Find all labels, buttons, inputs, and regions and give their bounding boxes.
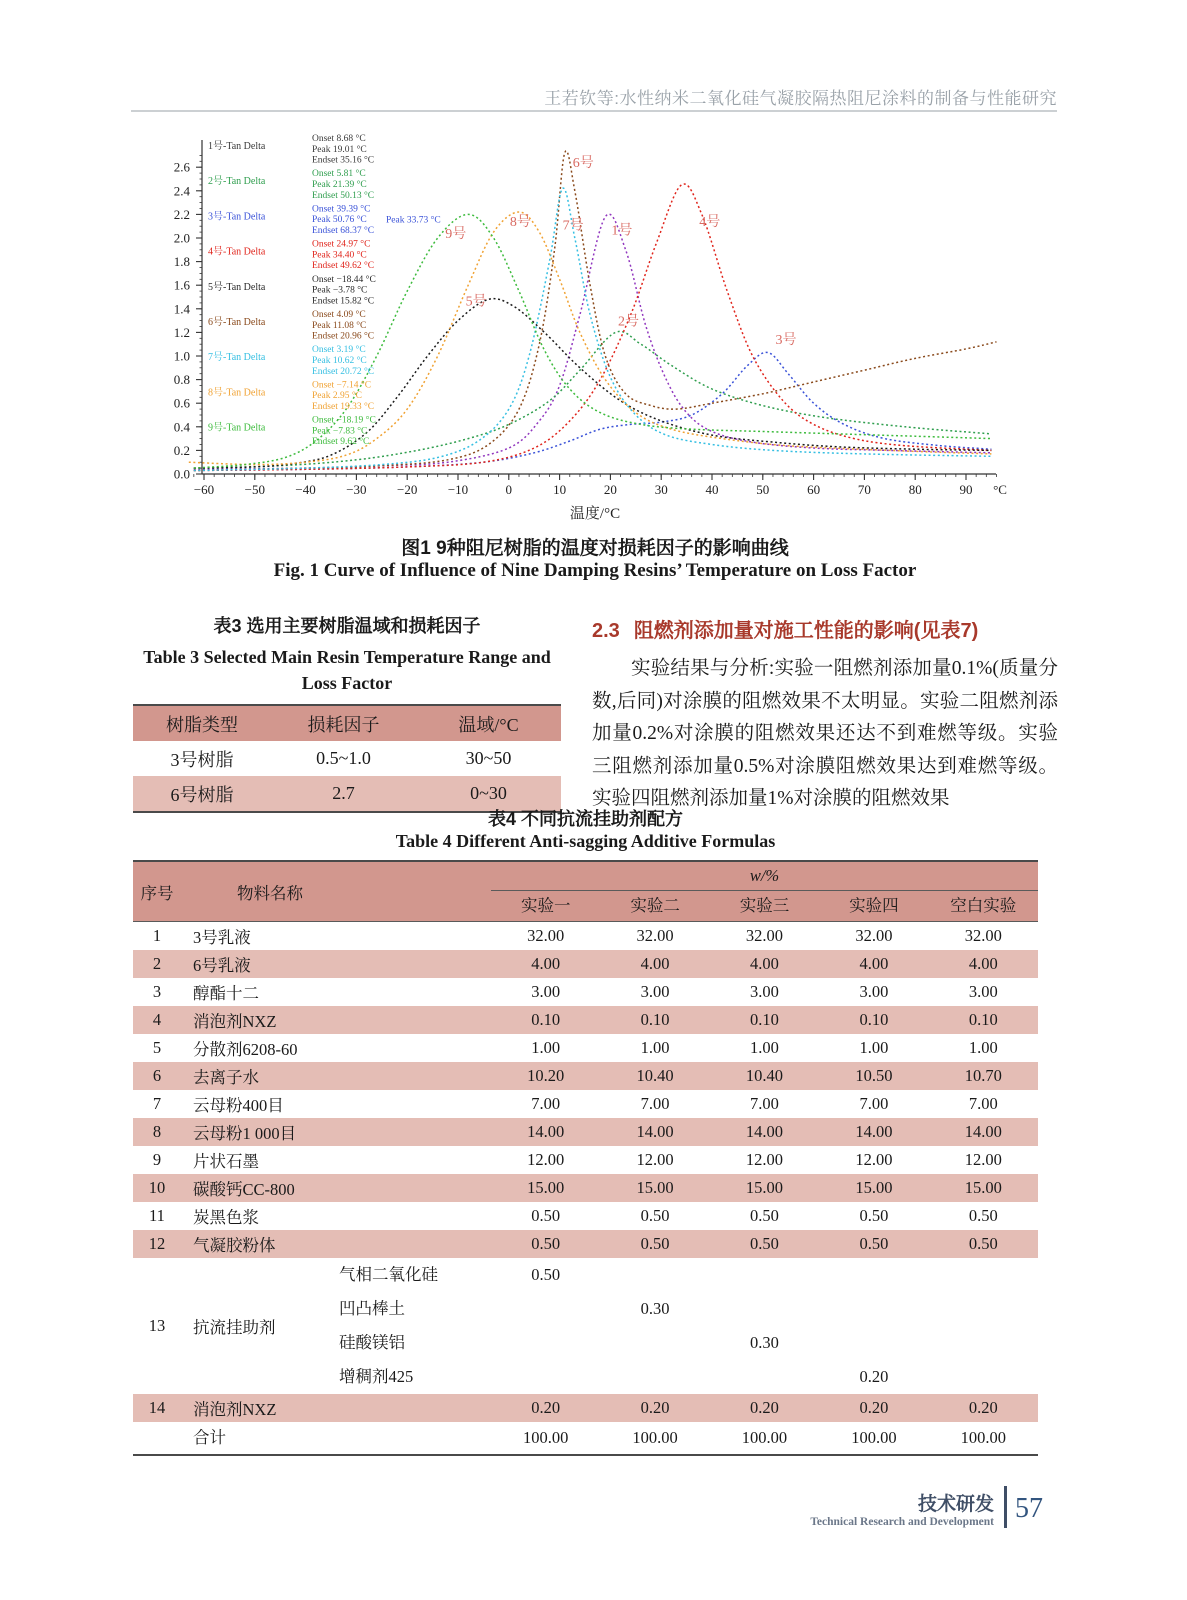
svg-text:1.4: 1.4: [173, 301, 190, 317]
table4-row: [133, 1090, 1038, 1118]
table4-value-cell: 0.20: [750, 1398, 779, 1417]
legend-label-9号: 9号-Tan Delta: [208, 422, 266, 434]
table4-name-cell: 碳酸钙CC-800: [193, 1180, 295, 1199]
table4-value-cell: 15.00: [745, 1178, 784, 1197]
svg-text:温度/°C: 温度/°C: [569, 506, 621, 522]
table4-value-cell: 1.00: [859, 1038, 889, 1057]
table4-row: [133, 1230, 1038, 1258]
svg-text:40: 40: [705, 482, 719, 497]
y-axis-ticks: [174, 155, 202, 481]
dma-tan-delta-plot: [140, 122, 1045, 527]
table4-row: [133, 1006, 1038, 1034]
right-column: [592, 612, 1058, 816]
table4-value-cell: 0.50: [750, 1234, 779, 1253]
table4-value-cell: 3.00: [750, 982, 779, 1001]
table4-value-cell: 3.00: [640, 982, 670, 1001]
table4-value-cell: 1.00: [750, 1038, 779, 1057]
chart-legend: [208, 133, 441, 447]
page-footer: [133, 1486, 1043, 1528]
table4-value-cell: 7.00: [531, 1094, 561, 1113]
curve-8号: [189, 212, 992, 465]
table4-value-cell: 100.00: [523, 1428, 569, 1447]
table4-value-cell: 1.00: [531, 1038, 561, 1057]
table4-value-cell: 15.00: [527, 1178, 565, 1197]
running-header: [133, 84, 1057, 109]
table4-value-cell: 4.00: [859, 954, 889, 973]
legend-stat: Onset −18.19 °C: [312, 415, 376, 426]
table4-name-cell: 气凝胶粉体: [193, 1236, 276, 1255]
svg-text:20: 20: [603, 482, 617, 497]
table4-caption-cn: 表4 不同抗流挂助剂配方: [487, 809, 683, 829]
section-title: 阻燃剂添加量对施工性能的影响(见表7): [633, 620, 979, 642]
table4-exp-header: 实验一: [520, 896, 571, 915]
table4-name-cell: 去离子水: [193, 1068, 259, 1087]
table4-value-cell: 3.00: [859, 982, 889, 1001]
svg-text:80: 80: [908, 482, 922, 497]
table4-name-cell: 抗流挂助剂: [193, 1318, 276, 1337]
table4-name-cell: 醇酯十二: [193, 984, 259, 1003]
peak-annotation: Peak 33.73 °C: [386, 215, 441, 226]
table4-value-cell: 10.40: [745, 1066, 784, 1085]
table4-row: [133, 1034, 1038, 1062]
table4-value-cell: 0.10: [640, 1010, 670, 1029]
table4-seq-cell: 2: [152, 954, 162, 973]
legend-stat: Peak −3.78 °C: [312, 285, 368, 296]
table4-value-cell: 0.50: [531, 1206, 561, 1225]
table4-seq-cell: 3: [152, 982, 162, 1001]
table4-value-cell: 1.00: [968, 1038, 998, 1057]
table4-value-cell: 0.50: [968, 1206, 998, 1225]
table4-value-cell: 100.00: [632, 1428, 678, 1447]
header-rule: [131, 110, 1057, 112]
table4-subname-cell: 硅酸镁铝: [339, 1333, 405, 1352]
table4-value-cell: 14.00: [745, 1122, 784, 1141]
table4-value-cell: 0.20: [640, 1398, 670, 1417]
table4-row: [133, 1202, 1038, 1230]
table3-caption-cn: 表3 选用主要树脂温域和损耗因子: [213, 616, 481, 636]
table4-seq-cell: 9: [152, 1150, 162, 1169]
legend-stat: Peak 11.08 °C: [312, 320, 367, 331]
svg-text:0.0: 0.0: [173, 466, 190, 482]
x-axis-ticks: [194, 474, 1007, 522]
table4-value-cell: 1.00: [640, 1038, 670, 1057]
table4-value-cell: 0.50: [859, 1206, 889, 1225]
table4-subname-cell: 增稠剂425: [339, 1367, 414, 1386]
table4-value-cell: 3.00: [968, 982, 998, 1001]
table4-col-seq: 序号: [140, 883, 174, 903]
legend-label-1号: 1号-Tan Delta: [208, 141, 266, 152]
table3-header-cell: 树脂类型: [166, 714, 239, 735]
svg-text:1.6: 1.6: [173, 277, 190, 293]
svg-text:1.0: 1.0: [173, 348, 190, 364]
curve-label-3号: 3号: [775, 333, 797, 349]
legend-stat: Endset 19.33 °C: [312, 402, 375, 412]
table4-value-cell: 0.50: [859, 1234, 889, 1253]
curve-label-6号: 6号: [572, 156, 594, 172]
table4-value-cell: 7.00: [859, 1094, 889, 1113]
svg-text:2.2: 2.2: [173, 206, 190, 222]
table4-value-cell: 0.20: [531, 1398, 561, 1417]
table4-value-cell: 14.00: [964, 1122, 1002, 1141]
section-heading: [592, 614, 1058, 643]
table4-value-cell: 0.10: [531, 1010, 561, 1029]
curve-label-1号: 1号: [611, 223, 633, 239]
table4-seq-cell: 12: [148, 1234, 166, 1253]
table4-seq-cell: 7: [152, 1094, 162, 1113]
table4-value-cell: 0.10: [968, 1010, 998, 1029]
svg-text:1.2: 1.2: [173, 324, 190, 340]
table4-col-name: 物料名称: [237, 883, 303, 903]
legend-label-7号: 7号-Tan Delta: [208, 352, 266, 364]
table4-name-cell: 片状石墨: [193, 1152, 259, 1171]
curve-label-7号: 7号: [562, 218, 584, 234]
legend-stat: Peak 2.95 °C: [312, 391, 362, 402]
svg-text:30: 30: [654, 482, 668, 497]
table4-value-cell: 4.00: [968, 954, 998, 973]
svg-text:1.8: 1.8: [173, 254, 190, 270]
table4-value-cell: 14.00: [527, 1122, 565, 1141]
table4-value-cell: 0.50: [640, 1234, 670, 1253]
svg-text:50: 50: [756, 482, 770, 497]
table4-subname-cell: 凹凸棒土: [339, 1299, 405, 1318]
curve-label-5号: 5号: [465, 294, 487, 310]
table4-name-cell: 分散剂6208-60: [193, 1040, 298, 1059]
table4-row: [133, 978, 1038, 1006]
svg-text:−30: −30: [346, 482, 367, 497]
legend-stat: Onset 4.09 °C: [312, 310, 366, 320]
table3-header-row: [133, 706, 561, 741]
table4-value-cell: 15.00: [855, 1178, 893, 1197]
table4-exp-header: 空白实验: [950, 896, 1017, 915]
table4-value-cell: 32.00: [527, 926, 565, 945]
legend-stat: Onset 3.19 °C: [312, 345, 366, 356]
legend-label-8号: 8号-Tan Delta: [208, 387, 266, 399]
table4-row: [133, 1174, 1038, 1202]
table4-value-cell: 4.00: [750, 954, 779, 973]
svg-text:−20: −20: [397, 482, 418, 497]
table4-value-cell: 32.00: [636, 926, 674, 945]
table4-value-cell: 0.50: [750, 1206, 779, 1225]
legend-stat: Endset 20.96 °C: [312, 331, 375, 342]
table4-value-cell: 32.00: [745, 926, 784, 945]
legend-stat: Peak 19.01 °C: [312, 144, 367, 155]
table4-value-cell: 4.00: [531, 954, 561, 973]
svg-text:10: 10: [553, 482, 567, 497]
section-body: 实验结果与分析:实验一阻燃剂添加量0.1%(质量分数,后同)对涂膜的阻燃效果不太明显。实验二阻燃剂添加量0.2%对涂膜的阻燃效果还达不到难燃等级。实验三阻燃剂添加量0.5%对涂膜阻燃效果达到难燃等级。实验四阻燃剂添加量1%对涂膜的阻燃效果: [592, 658, 1058, 809]
table4-group-header: w/%: [491, 862, 1038, 891]
footer-section-label: [810, 1489, 1004, 1528]
footer-label-cn: 技术研发: [917, 1494, 994, 1515]
figure1-chart: [140, 122, 1045, 527]
table4-value-cell: 12.00: [964, 1150, 1002, 1169]
legend-stat: Peak 50.76 °C: [312, 215, 367, 226]
table4-value-cell: 10.20: [527, 1066, 565, 1085]
legend-stat: Endset 35.16 °C: [312, 155, 375, 166]
legend-stat: Endset 50.13 °C: [312, 190, 375, 201]
table4-seq-cell: 8: [152, 1122, 162, 1141]
table4-seq-cell: 13: [148, 1316, 166, 1335]
table4-exp-header: 实验二: [630, 896, 680, 915]
table3-caption-en-line2: Loss Factor: [301, 673, 393, 693]
figure1-caption-en: Fig. 1 Curve of Influence of Nine Damping Resins’ Temperature on Loss Factor: [273, 560, 917, 581]
svg-text:0.4: 0.4: [173, 419, 190, 435]
table4-value-cell: 0.20: [859, 1367, 889, 1386]
svg-text:0: 0: [505, 482, 513, 497]
table4-value-cell: 0.30: [640, 1299, 670, 1318]
svg-text:2.0: 2.0: [173, 230, 190, 246]
legend-label-2号: 2号-Tan Delta: [208, 176, 266, 188]
legend-label-6号: 6号-Tan Delta: [208, 317, 266, 328]
table3-cell: 6号树脂: [170, 784, 234, 805]
table4-name-cell: 云母粉1 000目: [193, 1124, 297, 1143]
table4-seq-cell: 1: [152, 926, 162, 945]
left-column: [133, 612, 561, 813]
table4-name-cell: 合计: [193, 1428, 226, 1447]
table4-total-row: [133, 1422, 1038, 1454]
table3-cell: 3号树脂: [170, 749, 234, 770]
footer-divider: [1004, 1486, 1007, 1528]
table4-value-cell: 12.00: [745, 1150, 784, 1169]
table4-value-cell: 3.00: [531, 982, 561, 1001]
legend-stat: Onset −7.14 °C: [312, 380, 372, 391]
svg-text:60: 60: [807, 482, 821, 497]
table4-exp-header: 实验三: [739, 896, 790, 915]
table3-header-cell: 损耗因子: [307, 714, 380, 735]
table4-seq-cell: 5: [152, 1038, 162, 1057]
table4-name-cell: 消泡剂NXZ: [193, 1400, 277, 1419]
table4-row-anti-sagging: [133, 1258, 1038, 1394]
table4-value-cell: 0.50: [640, 1206, 670, 1225]
legend-stat: Endset 68.37 °C: [312, 226, 375, 236]
table4-value-cell: 10.50: [855, 1066, 893, 1085]
table4-value-cell: 0.10: [859, 1010, 889, 1029]
table4-value-cell: 32.00: [964, 926, 1002, 945]
legend-stat: Onset 8.68 °C: [312, 134, 366, 144]
svg-text:90: 90: [959, 482, 973, 497]
table4-value-cell: 4.00: [640, 954, 670, 973]
table3-caption-en: [133, 644, 561, 696]
table4-seq-cell: 6: [152, 1066, 162, 1085]
legend-stat: Onset −18.44 °C: [312, 274, 376, 285]
table4-value-cell: 15.00: [636, 1178, 674, 1197]
table4: [133, 860, 1038, 1456]
svg-text:0.8: 0.8: [173, 372, 190, 388]
legend-stat: Peak 10.62 °C: [312, 356, 367, 366]
legend-stat: Peak 21.39 °C: [312, 180, 367, 190]
legend-stat: Endset 9.62 °C: [312, 437, 370, 448]
table4-row: [133, 922, 1038, 950]
svg-text:2.6: 2.6: [173, 159, 190, 175]
table3-row: [133, 741, 561, 776]
table4-value-cell: 14.00: [855, 1122, 893, 1141]
table4-row: [133, 950, 1038, 978]
svg-text:0.6: 0.6: [173, 395, 190, 411]
table3: [133, 704, 561, 813]
curve-label-2号: 2号: [618, 314, 640, 330]
legend-label-5号: 5号-Tan Delta: [208, 281, 266, 293]
table4-value-cell: 0.30: [750, 1333, 779, 1352]
table4-seq-cell: 4: [152, 1010, 162, 1029]
curve-label-9号: 9号: [445, 227, 467, 242]
table3-cell: 30~50: [465, 748, 512, 768]
table4-value-cell: 15.00: [964, 1178, 1002, 1197]
table4-value-cell: 12.00: [855, 1150, 893, 1169]
table4-value-cell: 0.20: [859, 1398, 889, 1417]
legend-label-3号: 3号-Tan Delta: [208, 211, 266, 223]
table3-cell: 2.7: [332, 783, 355, 803]
svg-text:°C: °C: [993, 482, 1007, 497]
table4-value-cell: 100.00: [741, 1428, 788, 1447]
table4-value-cell: 0.20: [968, 1398, 998, 1417]
table4-value-cell: 100.00: [960, 1428, 1006, 1447]
legend-stat: Onset 5.81 °C: [312, 169, 366, 180]
table4-name-cell: 云母粉400目: [193, 1096, 284, 1115]
section-number: 2.3: [592, 620, 620, 642]
legend-stat: Endset 20.72 °C: [312, 366, 375, 377]
curve-label-4号: 4号: [699, 215, 721, 231]
table4-caption-en: Table 4 Different Anti-sagging Additive Formulas: [395, 831, 776, 851]
footer-label-en: Technical Research and Development: [810, 1516, 994, 1528]
table4-value-cell: 12.00: [636, 1150, 674, 1169]
table4-name-cell: 炭黑色浆: [193, 1208, 259, 1227]
svg-text:−60: −60: [193, 482, 215, 497]
table4-row: [133, 1146, 1038, 1174]
table4-exp-header: 实验四: [849, 896, 899, 915]
table4-header-row: [133, 862, 1038, 922]
table4-value-cell: 0.10: [750, 1010, 779, 1029]
table4-value-cell: 7.00: [968, 1094, 998, 1113]
page-number: 57: [1015, 1493, 1043, 1524]
table3-header-cell: 温域/°C: [458, 714, 519, 735]
table4-value-cell: 0.50: [531, 1234, 561, 1253]
curve-label-8号: 8号: [509, 215, 531, 231]
table4-value-cell: 0.50: [531, 1265, 561, 1284]
table4-subname-cell: 气相二氧化硅: [339, 1265, 438, 1284]
table4-row: [133, 1062, 1038, 1090]
table4-value-cell: 14.00: [636, 1122, 674, 1141]
legend-stat: Onset 39.39 °C: [312, 204, 371, 215]
svg-text:2.4: 2.4: [173, 183, 190, 199]
table4-value-cell: 12.00: [527, 1150, 565, 1169]
table4-value-cell: 7.00: [750, 1094, 779, 1113]
table4-name-cell: 消泡剂NXZ: [193, 1012, 277, 1031]
legend-stat: Peak 34.40 °C: [312, 250, 367, 261]
table4-value-cell: 7.00: [640, 1094, 670, 1113]
svg-text:−40: −40: [295, 482, 316, 497]
table4-seq-cell: 10: [148, 1178, 166, 1197]
svg-text:−50: −50: [244, 482, 265, 497]
table4-value-cell: 100.00: [851, 1428, 897, 1447]
svg-text:70: 70: [857, 482, 871, 497]
table4-value-cell: 0.50: [968, 1234, 998, 1253]
table4-name-cell: 3号乳液: [193, 928, 251, 947]
legend-stat: Peak −7.83 °C: [312, 426, 368, 437]
table4-seq-cell: 11: [149, 1206, 165, 1225]
table4-seq-cell: 14: [148, 1398, 166, 1417]
legend-stat: Endset 49.62 °C: [312, 261, 375, 272]
running-header-text: 王若钦等:水性纳米二氧化硅气凝胶隔热阻尼涂料的制备与性能研究: [544, 89, 1057, 108]
table3-cell: 0~30: [470, 783, 507, 803]
legend-stat: Onset 24.97 °C: [312, 239, 371, 250]
table3-cell: 0.5~1.0: [316, 748, 371, 768]
table4-row: [133, 1394, 1038, 1422]
table4-value-cell: 10.70: [964, 1066, 1002, 1085]
legend-label-4号: 4号-Tan Delta: [208, 246, 266, 258]
table4-row: [133, 1118, 1038, 1146]
table4-value-cell: 32.00: [855, 926, 893, 945]
curve-labels: [445, 155, 796, 348]
svg-text:0.2: 0.2: [173, 442, 190, 458]
table3-caption-en-line1: Table 3 Selected Main Resin Temperature Range and: [143, 647, 551, 667]
legend-stat: Endset 15.82 °C: [312, 296, 375, 307]
table4-value-cell: 10.40: [636, 1066, 674, 1085]
series-curves: [189, 151, 997, 471]
table4-name-cell: 6号乳液: [193, 956, 251, 975]
figure1-caption-cn: 图1 9种阻尼树脂的温度对损耗因子的影响曲线: [401, 538, 789, 559]
svg-text:−10: −10: [447, 482, 469, 497]
